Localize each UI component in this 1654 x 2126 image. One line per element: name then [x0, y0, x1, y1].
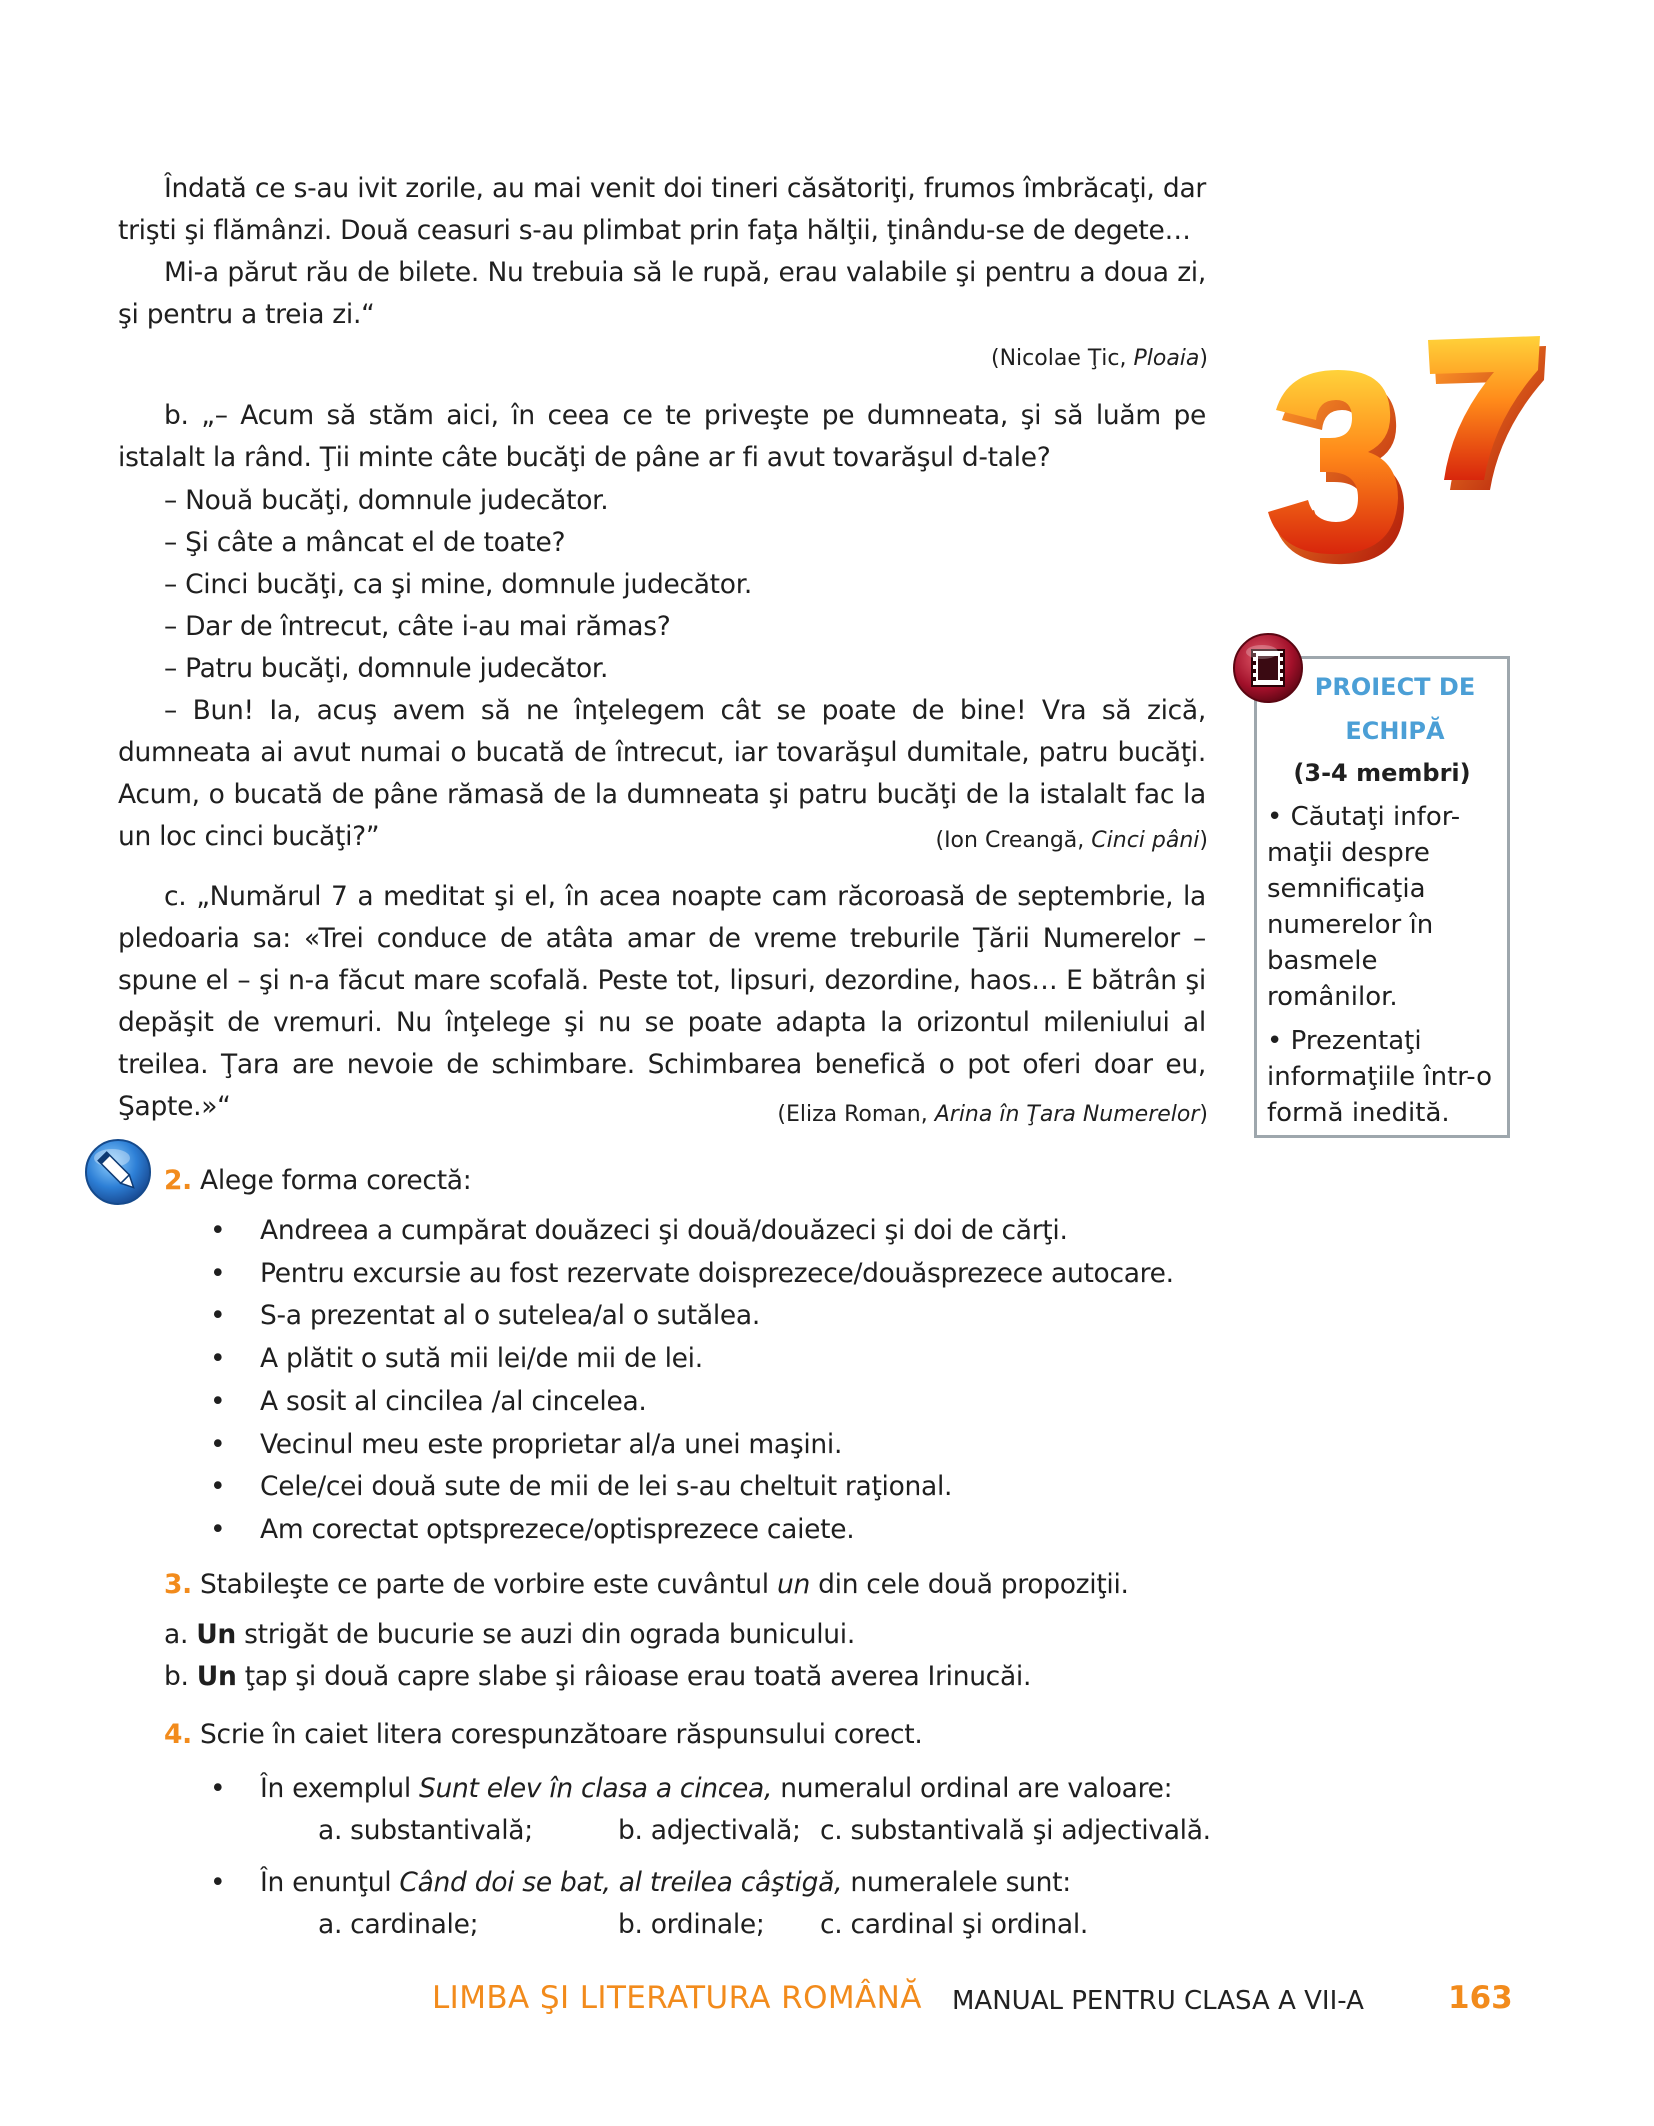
sentence-label: b.	[164, 1661, 197, 1692]
question-text: În exemplul	[260, 1773, 420, 1804]
excerpt-b-paragraph-1: b. „– Acum să stăm aici, în ceea ce te priveşte pe dumneata, şi să luăm pe istalalt la rând. Ţii minte câte bucăţi de pâne ar fi avut tovarăşul d-tale?	[118, 400, 1206, 473]
exercise-title-word: un	[776, 1569, 810, 1600]
project-members: (3-4 membri)	[1293, 759, 1471, 787]
sentence-text: ţap şi două capre slabe şi râioase erau toată averea Irinucăi.	[236, 1661, 1032, 1692]
exercise-number: 4.	[164, 1719, 192, 1750]
answer-b: b. ordinale;	[618, 1909, 765, 1940]
citation-close: )	[1199, 828, 1208, 853]
excerpt-a-paragraph-2: Mi-a părut rău de bilete. Nu trebuia să le rupă, erau valabile şi pentru a doua zi, şi pentru a treia zi.“	[118, 257, 1206, 330]
highlighted-word: Un	[196, 1619, 236, 1650]
dialogue-line: – Cinci bucăţi, ca şi mine, domnule judecător.	[164, 569, 752, 600]
citation-author: (Ion Creangă,	[935, 828, 1092, 853]
exercise-title: Stabileşte ce parte de vorbire este cuvântul	[200, 1569, 777, 1600]
excerpt-c-paragraph: c. „Numărul 7 a meditat şi el, în acea noapte cam răcoroasă de septembrie, la pledoaria sa: «Trei conduce de atâta amar de vreme treburile Ţării Numerelor – spune el – şi n-a făcut mare scofală. Peste tot, lipsuri, dezordine, haos… E bătrân şi depăşit de vremuri. Nu înţelege şi nu se poate adapta la orizontul mileniului al treilea. Ţara are nevoie de schimbare. Schimbarea benefică o pot oferi doar eu, Şapte.»“	[118, 881, 1206, 1122]
citation-close: )	[1199, 346, 1208, 371]
exercise-3-heading	[164, 1564, 1129, 1606]
footer-subject: LIMBA ŞI LITERATURA ROMÂNĂ	[432, 1980, 922, 2016]
excerpt-a-paragraph-1: Îndată ce s-au ivit zorile, au mai venit doi tineri căsătoriţi, frumos îmbrăcaţi, dar trişti şi flămânzi. Două ceasuri s-au plimbat prin faţa hălţii, ţinându-se de degete…	[118, 173, 1206, 246]
team-project-box	[1254, 656, 1510, 1138]
list-item: • Am corectat optsprezece/optisprezece caiete.	[210, 1509, 1174, 1552]
citation-title: Cinci pâni	[1091, 828, 1200, 853]
list-item: • Vecinul meu este proprietar al/a unei maşini.	[210, 1424, 1174, 1467]
exercise-4-heading	[164, 1714, 923, 1756]
bullet: •	[210, 1773, 226, 1804]
answer-c: c. substantivală şi adjectivală.	[820, 1815, 1211, 1846]
list-item: • Pentru excursie au fost rezervate doisprezece/douăsprezece autocare.	[210, 1253, 1174, 1296]
dialogue-line: – Dar de întrecut, câte i-au mai rămas?	[164, 611, 671, 642]
citation-a	[991, 344, 1208, 374]
dialogue-line: – Patru bucăţi, domnule judecător.	[164, 653, 609, 684]
exercise-2-heading	[164, 1160, 471, 1202]
citation-author: (Eliza Roman,	[777, 1102, 935, 1127]
question-example: Sunt elev în clasa a cincea,	[419, 1773, 773, 1804]
footer-manual: MANUAL PENTRU CLASA A VII-A	[952, 1986, 1364, 2016]
page-footer	[0, 1976, 1654, 2020]
project-title-line: PROIECT DE	[1314, 673, 1476, 701]
citation-author: (Nicolae Ţic,	[991, 346, 1134, 371]
answer-c: c. cardinal şi ordinal.	[820, 1909, 1088, 1940]
citation-close: )	[1199, 1102, 1208, 1127]
exercise-4-question-1	[210, 1768, 1172, 1810]
question-text-end: numeralele sunt:	[842, 1867, 1071, 1898]
highlighted-word: Un	[196, 1661, 237, 1692]
exercise-3-sentence-b	[164, 1656, 1031, 1698]
exercise-2-list	[210, 1210, 1174, 1552]
question-text-end: numeralul ordinal are valoare:	[772, 1773, 1173, 1804]
list-item: • Cele/cei două sute de mii de lei s-au cheltuit raţional.	[210, 1466, 1174, 1509]
citation-title: Ploaia	[1133, 346, 1200, 371]
answer-a: a. cardinale;	[318, 1909, 479, 1940]
citation-title: Arina în Ţara Numerelor	[934, 1102, 1200, 1127]
answer-a: a. substantivală;	[318, 1815, 533, 1846]
exercise-4-question-2	[210, 1862, 1071, 1904]
exercise-title-end: din cele două propoziţii.	[809, 1569, 1129, 1600]
sentence-label: a.	[164, 1619, 197, 1650]
list-item: • S-a prezentat al o sutelea/al o sutălea.	[210, 1295, 1174, 1338]
excerpt-b-paragraph-2: – Bun! Ia, acuş avem să ne înţelegem cât se poate de bine! Vra să zică, dumneata ai avut numai o bucată de întrecut, iar tovarăşul dumitale, patru bucăţi. Acum, o bucată de pâne rămasă de la dumneata şi patru bucăţi de la istalalt fac la un loc cinci bucăţi?”	[118, 695, 1206, 852]
list-item: • A plătit o sută mii lei/de mii de lei.	[210, 1338, 1174, 1381]
question-example: Când doi se bat, al treilea câştigă,	[399, 1867, 843, 1898]
dialogue-line: – Şi câte a mâncat el de toate?	[164, 527, 566, 558]
sentence-text: strigăt de bucurie se auzi din ograda bunicului.	[235, 1619, 855, 1650]
list-item: • Andreea a cumpărat douăzeci şi două/douăzeci şi doi de cărţi.	[210, 1210, 1174, 1253]
list-item: • A sosit al cincilea /al cincelea.	[210, 1381, 1174, 1424]
project-task-2: • Prezentaţi informaţiile într-o formă inedită.	[1267, 1026, 1493, 1128]
exercise-title: Alege forma corectă:	[200, 1165, 472, 1196]
bullet: •	[210, 1867, 226, 1898]
exercise-3-sentence-a	[164, 1614, 855, 1656]
citation-b	[935, 826, 1208, 856]
citation-c	[777, 1100, 1208, 1130]
dialogue-line: – Nouă bucăţi, domnule judecător.	[164, 485, 609, 516]
numbers-37-logo	[1258, 330, 1548, 590]
film-icon	[1230, 630, 1306, 706]
exercise-title: Scrie în caiet litera corespunzătoare răspunsului corect.	[200, 1719, 923, 1750]
project-title-line: ECHIPĂ	[1345, 717, 1445, 745]
page-number: 163	[1448, 1980, 1513, 2016]
question-text: În enunţul	[260, 1867, 400, 1898]
answer-b: b. adjectivală;	[618, 1815, 801, 1846]
pencil-icon	[82, 1136, 154, 1208]
exercise-number: 3.	[164, 1569, 192, 1600]
exercise-number: 2.	[164, 1165, 192, 1196]
project-task-1: • Căutaţi infor-maţii despre semnificaţia numerelor în basmele românilor.	[1267, 802, 1461, 1012]
